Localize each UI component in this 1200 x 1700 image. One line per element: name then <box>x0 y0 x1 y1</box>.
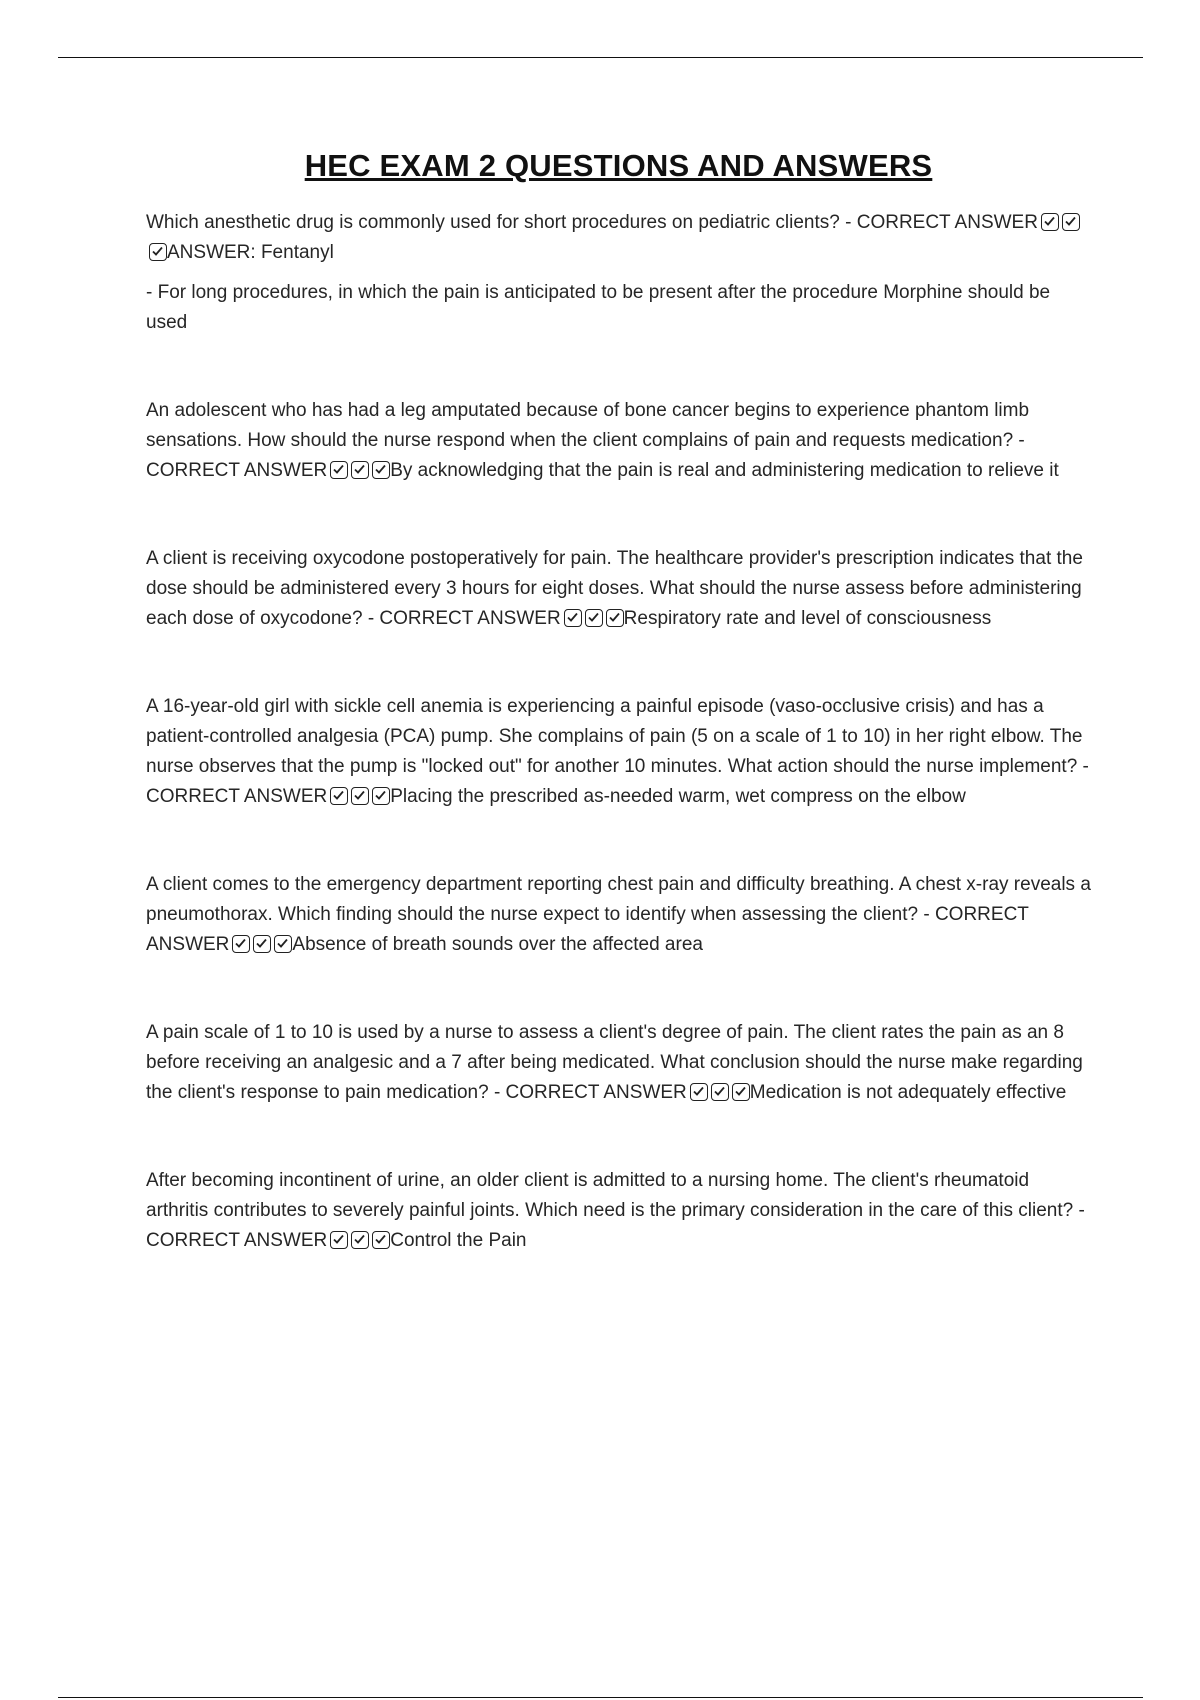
checkbox-checked-icon <box>372 461 390 479</box>
checkbox-checked-icon <box>330 787 348 805</box>
checkbox-checked-icon <box>690 1083 708 1101</box>
checkbox-checked-icon <box>232 935 250 953</box>
question-text: A pain scale of 1 to 10 is used by a nurse to assess a client's degree of pain. The client rates the pain as an 8 before receiving an analgesic and a 7 after being medicated. What conclusion should the nurse make regarding the client's response to pain medication? - CORRECT ANSWER <box>146 1022 1083 1103</box>
qa-item-3 <box>146 544 1093 634</box>
checkbox-checked-icon <box>1041 213 1059 231</box>
question-text: A client is receiving oxycodone postoperatively for pain. The healthcare provider's prescription indicates that the dose should be administered every 3 hours for eight doses. What should the nurse assess before administering each dose of oxycodone? - CORRECT ANSWER <box>146 548 1083 629</box>
qa-item-1 <box>146 208 1093 268</box>
checkbox-checked-icon <box>711 1083 729 1101</box>
checkbox-checked-icon <box>564 609 582 627</box>
answer-note: - For long procedures, in which the pain is anticipated to be present after the procedure Morphine should be used <box>146 282 1051 333</box>
answer-text: By acknowledging that the pain is real and administering medication to relieve it <box>390 460 1059 481</box>
qa-item-6 <box>146 1018 1093 1108</box>
answer-text: ANSWER: Fentanyl <box>167 242 334 263</box>
question-text: Which anesthetic drug is commonly used for short procedures on pediatric clients? - CORRECT ANSWER <box>146 212 1038 233</box>
checkbox-checked-icon <box>351 787 369 805</box>
top-rule <box>58 57 1143 58</box>
checkbox-checked-icon <box>274 935 292 953</box>
checkbox-checked-icon <box>351 1231 369 1249</box>
qa-item-7 <box>146 1166 1093 1256</box>
qa-item-5 <box>146 870 1093 960</box>
checkbox-checked-icon <box>372 1231 390 1249</box>
answer-text: Absence of breath sounds over the affected area <box>292 934 703 955</box>
checkbox-checked-icon <box>330 461 348 479</box>
checkbox-checked-icon <box>253 935 271 953</box>
question-text: After becoming incontinent of urine, an older client is admitted to a nursing home. The client's rheumatoid arthritis contributes to severely painful joints. Which need is the primary consideration in the care of this client? - CORRECT ANSWER <box>146 1170 1085 1251</box>
answer-text: Placing the prescribed as-needed warm, wet compress on the elbow <box>390 786 966 807</box>
answer-text: Medication is not adequately effective <box>749 1082 1067 1103</box>
checkbox-checked-icon <box>1062 213 1080 231</box>
checkbox-checked-icon <box>585 609 603 627</box>
checkbox-checked-icon <box>149 243 167 261</box>
checkbox-checked-icon <box>330 1231 348 1249</box>
question-text: A 16-year-old girl with sickle cell anemia is experiencing a painful episode (vaso-occlusive crisis) and has a patient-controlled analgesia (PCA) pump. She complains of pain (5 on a scale of 1 to 10) in her right elbow. The nurse observes that the pump is "locked out" for another 10 minutes. What action should the nurse implement? - CORRECT ANSWER <box>146 696 1089 807</box>
checkbox-checked-icon <box>732 1083 750 1101</box>
bottom-rule <box>58 1697 1143 1698</box>
document-title: HEC EXAM 2 QUESTIONS AND ANSWERS <box>304 148 933 183</box>
qa-item-4 <box>146 692 1093 812</box>
question-text: An adolescent who has had a leg amputated because of bone cancer begins to experience phantom limb sensations. How should the nurse respond when the client complains of pain and requests medication? - CORRECT ANSWER <box>146 400 1030 481</box>
qa-list <box>146 208 1093 1256</box>
answer-text: Control the Pain <box>390 1230 527 1251</box>
question-text: A client comes to the emergency department reporting chest pain and difficulty breathing. A chest x-ray reveals a pneumothorax. Which finding should the nurse expect to identify when assessing the client? - CORRECT ANSWER <box>146 874 1091 955</box>
checkbox-checked-icon <box>351 461 369 479</box>
checkbox-checked-icon <box>372 787 390 805</box>
answer-text: Respiratory rate and level of consciousness <box>623 608 992 629</box>
checkbox-checked-icon <box>606 609 624 627</box>
qa-item-2 <box>146 396 1093 486</box>
